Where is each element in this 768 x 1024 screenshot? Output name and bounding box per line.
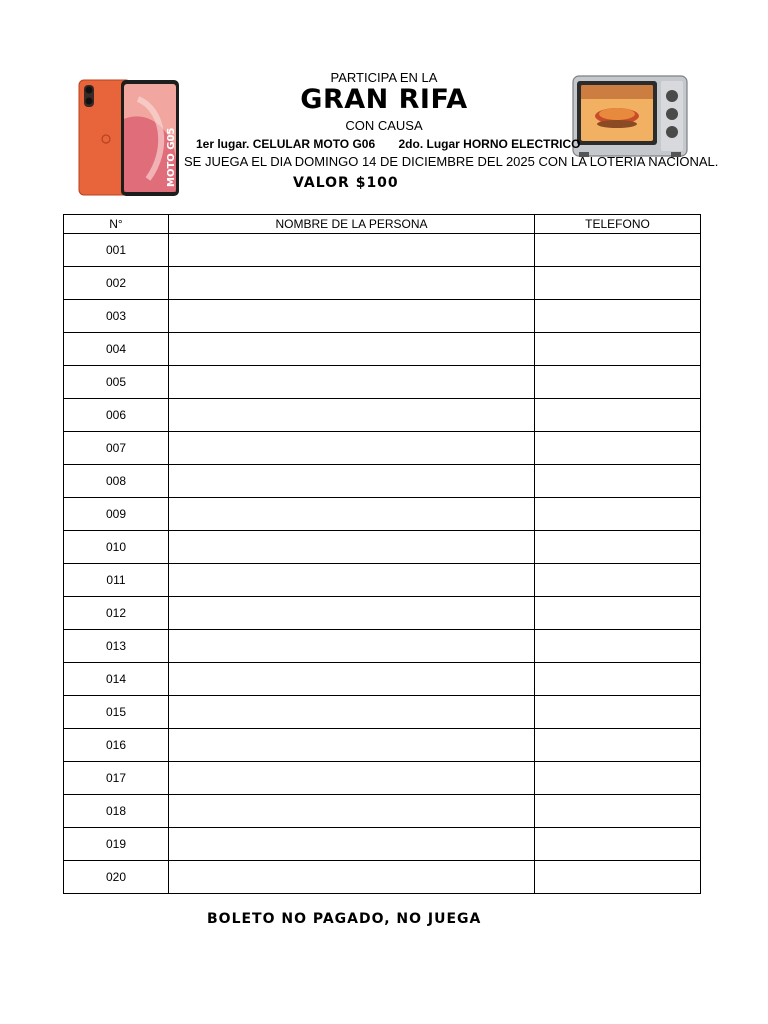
phone-cell[interactable]	[535, 696, 701, 729]
table-row	[64, 861, 701, 894]
name-cell[interactable]	[169, 498, 535, 531]
name-cell[interactable]	[169, 399, 535, 432]
ticket-number-cell: 009	[64, 498, 169, 531]
draw-info: SE JUEGA EL DIA DOMINGO 14 DE DICIEMBRE DEL 2025 CON LA LOTERIA NACIONAL.	[184, 154, 719, 169]
ticket-number-cell: 016	[64, 729, 169, 762]
table-row	[64, 300, 701, 333]
ticket-number-cell: 013	[64, 630, 169, 663]
name-cell[interactable]	[169, 630, 535, 663]
ticket-number-cell: 001	[64, 234, 169, 267]
table-row	[64, 234, 701, 267]
phone-cell[interactable]	[535, 399, 701, 432]
ticket-price: VALOR $100	[293, 175, 399, 191]
table-header-row	[64, 215, 701, 234]
ticket-number-cell: 004	[64, 333, 169, 366]
ticket-number-cell: 002	[64, 267, 169, 300]
prize-second: 2do. Lugar HORNO ELECTRICO	[398, 137, 581, 151]
phone-cell[interactable]	[535, 366, 701, 399]
phone-cell[interactable]	[535, 564, 701, 597]
name-cell[interactable]	[169, 333, 535, 366]
table-row	[64, 267, 701, 300]
table-row	[64, 333, 701, 366]
table-row	[64, 828, 701, 861]
name-cell[interactable]	[169, 234, 535, 267]
col-header-number: N°	[64, 215, 169, 234]
table-row	[64, 630, 701, 663]
phone-cell[interactable]	[535, 267, 701, 300]
phone-label: MOTO G05	[166, 127, 177, 187]
phone-cell[interactable]	[535, 465, 701, 498]
table-row	[64, 399, 701, 432]
table-row	[64, 564, 701, 597]
ticket-number-cell: 015	[64, 696, 169, 729]
name-cell[interactable]	[169, 597, 535, 630]
page-subtitle: CON CAUSA	[345, 118, 423, 133]
name-cell[interactable]	[169, 828, 535, 861]
phone-cell[interactable]	[535, 828, 701, 861]
prize-first: 1er lugar. CELULAR MOTO G06	[196, 137, 376, 151]
page-title: GRAN RIFA	[300, 84, 468, 115]
table-row	[64, 663, 701, 696]
table-row	[64, 696, 701, 729]
phone-cell[interactable]	[535, 597, 701, 630]
raffle-table	[63, 214, 701, 894]
ticket-number-cell: 008	[64, 465, 169, 498]
phone-cell[interactable]	[535, 432, 701, 465]
table-row	[64, 531, 701, 564]
ticket-number-cell: 011	[64, 564, 169, 597]
phone-cell[interactable]	[535, 498, 701, 531]
ticket-number-cell: 020	[64, 861, 169, 894]
phone-cell[interactable]	[535, 663, 701, 696]
table-row	[64, 366, 701, 399]
ticket-number-cell: 019	[64, 828, 169, 861]
table-row	[64, 795, 701, 828]
phone-cell[interactable]	[535, 234, 701, 267]
name-cell[interactable]	[169, 300, 535, 333]
col-header-name: NOMBRE DE LA PERSONA	[169, 215, 535, 234]
phone-cell[interactable]	[535, 729, 701, 762]
name-cell[interactable]	[169, 531, 535, 564]
name-cell[interactable]	[169, 465, 535, 498]
phone-cell[interactable]	[535, 300, 701, 333]
table-row	[64, 498, 701, 531]
prizes-line	[196, 137, 581, 151]
ticket-number-cell: 014	[64, 663, 169, 696]
ticket-number-cell: 017	[64, 762, 169, 795]
name-cell[interactable]	[169, 432, 535, 465]
name-cell[interactable]	[169, 729, 535, 762]
ticket-number-cell: 007	[64, 432, 169, 465]
phone-cell[interactable]	[535, 333, 701, 366]
name-cell[interactable]	[169, 366, 535, 399]
table-row	[64, 432, 701, 465]
phone-cell[interactable]	[535, 795, 701, 828]
name-cell[interactable]	[169, 564, 535, 597]
ticket-number-cell: 005	[64, 366, 169, 399]
ticket-number-cell: 010	[64, 531, 169, 564]
table-row	[64, 465, 701, 498]
phone-cell[interactable]	[535, 762, 701, 795]
table-row	[64, 762, 701, 795]
name-cell[interactable]	[169, 795, 535, 828]
ticket-number-cell: 018	[64, 795, 169, 828]
footer-note: BOLETO NO PAGADO, NO JUEGA	[207, 911, 482, 927]
name-cell[interactable]	[169, 861, 535, 894]
name-cell[interactable]	[169, 762, 535, 795]
ticket-number-cell: 006	[64, 399, 169, 432]
ticket-number-cell: 012	[64, 597, 169, 630]
table-row	[64, 597, 701, 630]
phone-cell[interactable]	[535, 861, 701, 894]
phone-cell[interactable]	[535, 630, 701, 663]
name-cell[interactable]	[169, 267, 535, 300]
col-header-phone: TELEFONO	[535, 215, 701, 234]
header-intro: PARTICIPA EN LA	[330, 70, 438, 85]
name-cell[interactable]	[169, 696, 535, 729]
phone-cell[interactable]	[535, 531, 701, 564]
table-row	[64, 729, 701, 762]
name-cell[interactable]	[169, 663, 535, 696]
ticket-number-cell: 003	[64, 300, 169, 333]
